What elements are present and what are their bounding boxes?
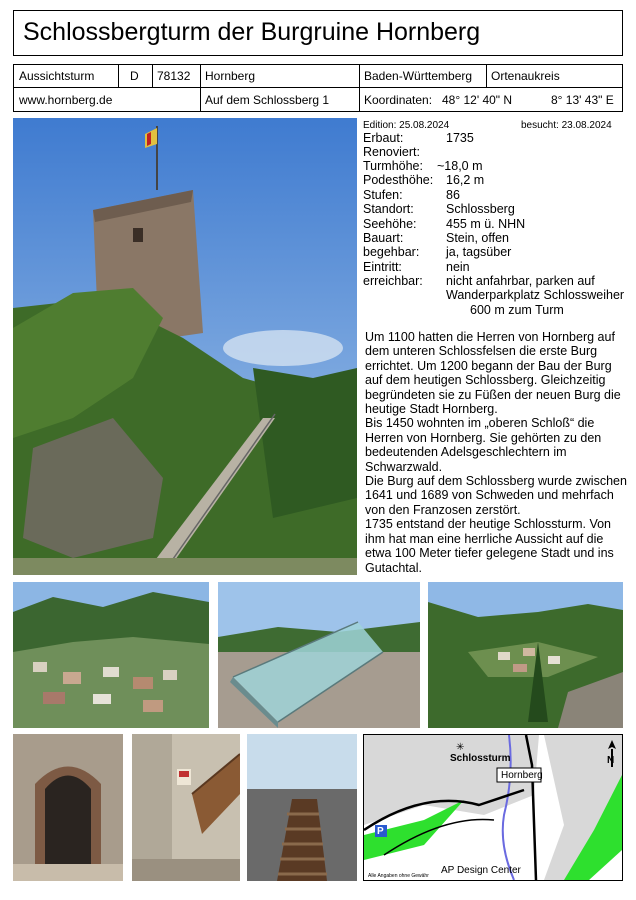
reach-extra-line: 600 m zum Turm [470, 303, 564, 317]
fact-value: nicht anfahrbar, parken auf [446, 274, 595, 288]
parking-icon: P [377, 826, 384, 837]
history-line: errichtet. Um 1200 begann der Bau der Burg [365, 358, 612, 373]
state-name: Baden-Württemberg [364, 69, 473, 83]
country-code: D [130, 69, 139, 83]
history-line: Um 1100 hatten die Herren von Hornberg auf [365, 330, 615, 344]
district-name: Ortenaukreis [491, 69, 560, 83]
street-address: Auf dem Schlossberg 1 [205, 93, 330, 107]
website-link[interactable]: www.hornberg.de [19, 93, 113, 107]
fact-label: erreichbar: [363, 274, 423, 288]
north-arrow-icon: N [607, 755, 615, 766]
fact-label: Bauart: [363, 231, 404, 245]
glass-platform-photo [218, 582, 420, 728]
fact-value: ja, tagsüber [446, 245, 512, 259]
fact-label: Seehöhe: [363, 217, 417, 231]
fact-value: Stein, offen [446, 231, 510, 245]
page-title-box [13, 10, 623, 56]
town-view-photo [13, 582, 209, 728]
tower-photo [13, 118, 357, 575]
history-line: von den Franzosen zerstört. [365, 502, 521, 517]
zip-code: 78132 [157, 69, 191, 83]
history-line: auf dem heutigen Schlossberg. Gleichzeitig [365, 373, 606, 388]
history-line: 1641 und 1689 von Schweden und mehrfach [365, 488, 614, 503]
fact-value: ~18,0 m [437, 159, 483, 173]
page-title: Schlossbergturm der Burgruine Hornberg [23, 18, 481, 46]
fact-value: 16,2 m [446, 173, 485, 187]
history-line: Die Burg auf dem Schlossberg wurde zwischen [365, 474, 627, 489]
fact-label: Turmhöhe: [363, 159, 423, 173]
history-text [365, 330, 627, 575]
history-line: begründeten sie zu Füßen der neuen Burg die [365, 387, 621, 402]
history-line: Gutachtal. [365, 560, 422, 575]
history-line: bedeutenden Adelsgeschlechtern im [365, 445, 567, 460]
edition-date: Edition: 25.08.2024 [363, 120, 450, 131]
tunnel-entrance-photo [13, 734, 123, 881]
history-line: dem unteren Schlossfelsen die erste Burg [365, 344, 598, 359]
header-table [13, 64, 623, 112]
latitude: 48° 12' 40" N [442, 93, 513, 107]
map-credit: AP Design Center [441, 865, 521, 876]
fact-value: 455 m ü. NHN [446, 217, 526, 231]
longitude: 8° 13' 43" E [551, 93, 614, 107]
town-name: Hornberg [205, 69, 256, 83]
valley-view-photo [428, 582, 623, 728]
fact-value: nein [446, 260, 470, 274]
tower-asterisk: ✳ [456, 742, 465, 753]
history-line: etwa 100 Meter tiefer gelegene Stadt und ins [365, 546, 614, 561]
location-map[interactable] [363, 734, 623, 881]
visited-date: besucht: 23.08.2024 [521, 120, 612, 131]
fact-label: Erbaut: [363, 131, 404, 145]
history-line: Herren von Hornberg. Sie gehörten zu den [365, 430, 602, 445]
history-line: Schwarzwald. [365, 459, 443, 474]
history-line: ihm hat man eine herrliche Aussicht auf die [365, 531, 604, 546]
fact-value: Schlossberg [446, 202, 515, 216]
staircase-photo [247, 734, 357, 881]
history-line: 1735 entstand der heutige Schlossturm. Von [365, 517, 611, 532]
history-line: heutige Stadt Hornberg. [365, 402, 498, 417]
tower-type: Aussichtsturm [19, 69, 95, 83]
map-disclaimer: Alle Angaben ohne Gewähr [368, 873, 429, 879]
fact-label: Podesthöhe: [363, 173, 434, 187]
fact-label: Stufen: [363, 188, 403, 202]
history-line: Bis 1450 wohnten im „oberen Schloß“ die [365, 416, 595, 431]
fact-label: Standort: [363, 202, 414, 216]
tower-interior-photo [132, 734, 240, 881]
fact-label: Eintritt: [363, 260, 402, 274]
fact-label: begehbar: [363, 245, 420, 259]
map-town-label: Hornberg [501, 770, 543, 781]
map-tower-label: Schlossturm [450, 753, 511, 764]
coordinates-label: Koordinaten: [364, 93, 433, 107]
fact-value: 86 [446, 188, 460, 202]
fact-label: Renoviert: [363, 145, 420, 159]
reach-extra-line: Wanderparkplatz Schlossweiher [446, 288, 625, 302]
fact-value: 1735 [446, 131, 474, 145]
